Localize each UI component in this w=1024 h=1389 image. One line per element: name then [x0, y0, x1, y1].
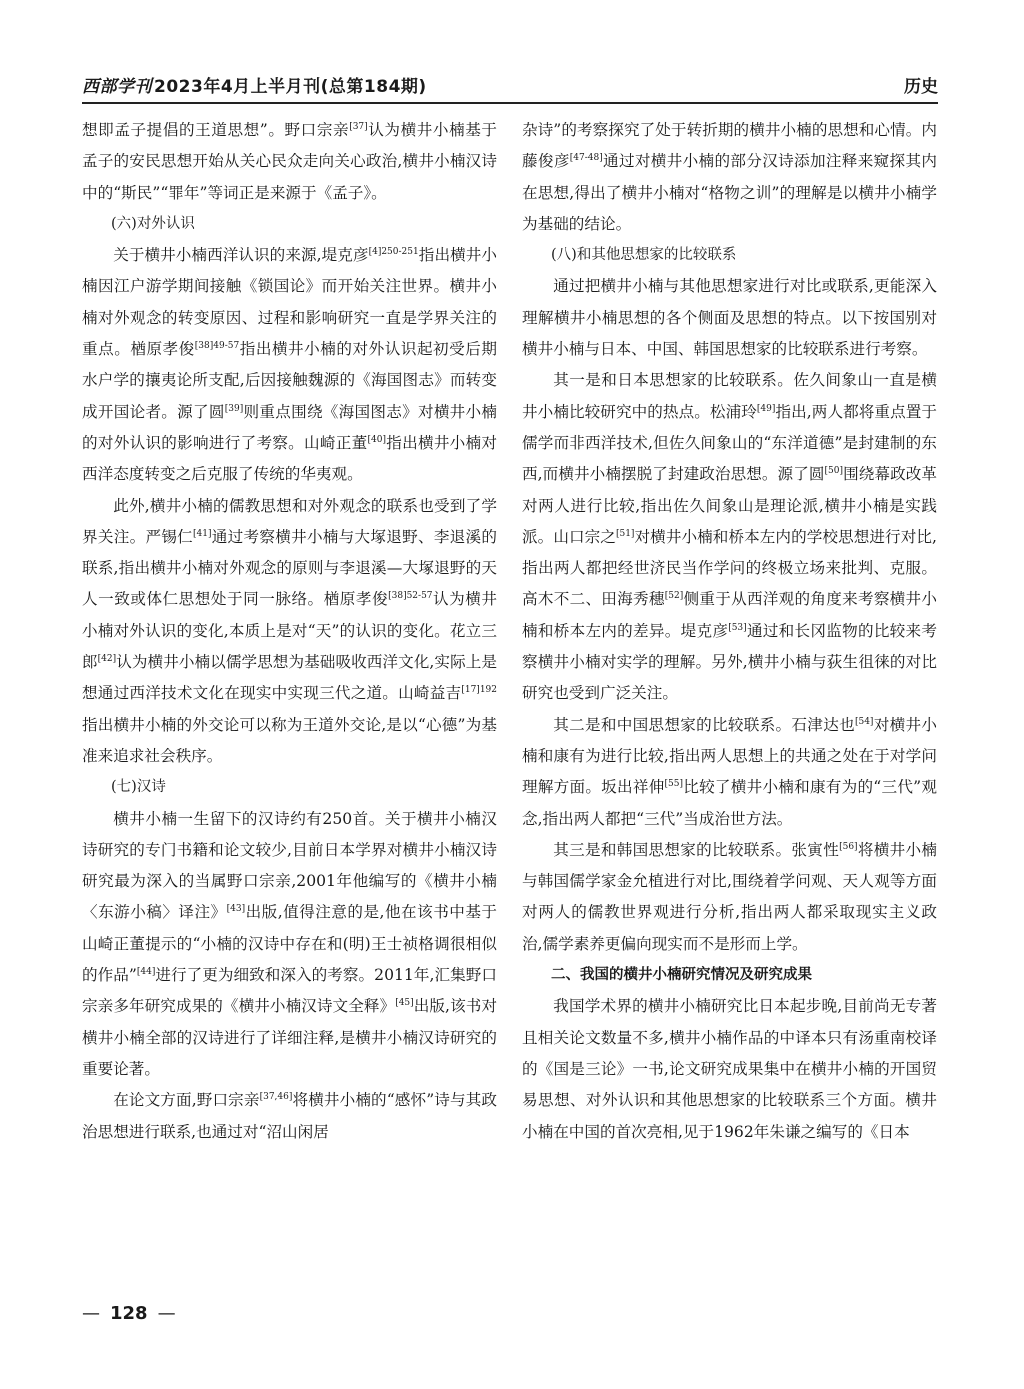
citation-ref: [39] — [224, 403, 244, 414]
text-run: 进行了更为细致和深入的考察。2011年,汇集野口宗亲多年研究成果的《横井小楠汉诗文全释》 — [82, 966, 497, 1016]
page-number: 128 — [110, 1303, 148, 1324]
text-run: (七)汉诗 — [111, 779, 166, 796]
citation-ref: [51] — [615, 528, 635, 539]
text-run: 想即孟子提倡的王道思想”。野口宗亲 — [82, 121, 350, 139]
body-paragraph — [522, 835, 937, 960]
text-run: 指出横井小楠的外交论可以称为王道外交论,是以“心德”为基准来追求社会秩序。 — [82, 715, 497, 765]
citation-ref: [41] — [193, 528, 212, 539]
body-paragraph — [522, 115, 937, 240]
text-run: 出版,该书对横井小楠全部的汉诗进行了详细注释,是横井小楠汉诗研究的重要论著。 — [82, 997, 497, 1078]
body-paragraph — [522, 271, 937, 365]
citation-ref: [43] — [226, 904, 246, 915]
text-run: 关于横井小楠西洋认识的来源,堤克彦 — [113, 246, 369, 265]
text-run: 对横井小楠和康有为进行比较,指出两人思想上的共通之处在于对学问理解方面。坂出祥伸 — [522, 715, 937, 797]
body-paragraph — [82, 1085, 497, 1148]
text-run: 横井小楠一生留下的汉诗约有250首。关于横井小楠汉诗研究的专门书籍和论文较少,目前日本学界对横井小楠汉诗研究最为深入的当属野口宗亲,2001年他编写的《横井小楠〈东游小稿〉译注》 — [82, 809, 497, 922]
body-paragraph — [82, 491, 497, 773]
text-run: 对横井小楠和桥本左内的学校思想进行对比,指出两人都把经世济民当作学问的终极立场来批判、克服。高木不二、田海秀穗 — [522, 527, 937, 609]
citation-ref: [17]192 — [461, 685, 497, 696]
citation-ref: [50] — [824, 466, 844, 477]
text-run: 指出横井小楠因江户游学期间接触《锁国论》而开始关注世界。横井小楠对外观念的转变原因、过程和影响研究一直是学界关注的重点。楢原孝俊 — [82, 246, 497, 359]
citation-ref: [56] — [839, 841, 858, 852]
body-paragraph — [82, 804, 497, 1086]
footer-dash-right: — — [157, 1303, 176, 1324]
header-rule — [82, 102, 938, 104]
body-paragraph — [82, 115, 497, 209]
text-run: 指出横井小楠对西洋态度转变之后克服了传统的华夷观。 — [82, 433, 497, 484]
text-run: 我国学术界的横井小楠研究比日本起步晚,目前尚无专著且相关论文数量不多,横井小楠作品的中译本只有汤重南校译的《国是三论》一书,论文研究成果集中在横井小楠的开国贸易思想、对外认识和其他思想家的比较联系三个方面。横井小楠在中国的首次亮相,见于1962年朱谦之编写的《日本 — [522, 997, 937, 1141]
subsection-heading — [82, 209, 497, 240]
text-run: 认为横井小楠基于孟子的安民思想开始从关心民众走向关心政治,横井小楠汉诗中的“斯民”“罪年”等词正是来源于《孟子》。 — [82, 121, 497, 202]
left-column — [82, 115, 497, 1148]
text-run: 围绕幕政改革对两人进行比较,指出佐久间象山是理论派,横井小楠是实践派。山口宗之 — [522, 465, 937, 546]
citation-ref: [38]52-57 — [388, 591, 433, 602]
text-run: 此外,横井小楠的儒教思想和对外观念的联系也受到了学界关注。严锡仁 — [82, 496, 497, 546]
citation-ref: [52] — [664, 591, 684, 602]
citation-ref: [42] — [97, 654, 117, 665]
text-run: 通过考察横井小楠与大塚退野、李退溪的联系,指出横井小楠对外观念的原则与李退溪—大塚退野的天人一致或体仁思想处于同一脉络。楢原孝俊 — [82, 527, 497, 609]
text-run: 其二是和中国思想家的比较联系。石津达也 — [553, 715, 855, 734]
body-paragraph — [522, 991, 937, 1147]
text-run: (六)对外认识 — [111, 215, 195, 232]
text-run: 出版,值得注意的是,他在该书中基于山崎正董提示的“小楠的汉诗中存在和(明)王士祯格调很相似的作品” — [82, 903, 497, 985]
text-run: (八)和其他思想家的比较联系 — [551, 247, 737, 264]
text-run: 其一是和日本思想家的比较联系。佐久间象山一直是横井小楠比较研究中的热点。松浦玲 — [522, 371, 937, 421]
text-run: 在论文方面,野口宗亲 — [113, 1091, 260, 1110]
subsection-heading — [522, 240, 937, 271]
text-run: 将横井小楠与韩国儒学家金允植进行对比,围绕着学问观、天人观等方面对两人的儒教世界观进行分析,指出两人都采取现实主义政治,儒学素养更偏向现实而不是形而上学。 — [522, 840, 937, 953]
citation-ref: [40] — [367, 434, 386, 445]
citation-ref: [4]250-251 — [368, 247, 419, 258]
citation-ref: [53] — [728, 622, 747, 633]
subsection-heading — [82, 772, 497, 803]
text-run: 将横井小楠的“感怀”诗与其政治思想进行联系,也通过对“沼山闲居 — [82, 1091, 497, 1141]
citation-ref: [54] — [854, 716, 874, 727]
citation-ref: [47-48] — [569, 153, 603, 164]
right-column — [522, 115, 937, 1148]
text-run: 指出,两人都将重点置于儒学而非西洋技术,但佐久间象山的“东洋道德”是封建制的东西,而横井小楠摆脱了封建政治思想。源了圆 — [522, 402, 937, 484]
footer-dash-left: — — [82, 1303, 100, 1324]
text-run: 侧重于从西洋观的角度来考察横井小楠和桥本左内的差异。堤克彦 — [522, 590, 937, 640]
running-header — [82, 72, 938, 98]
text-run: 通过把横井小楠与其他思想家进行对比或联系,更能深入理解横井小楠思想的各个侧面及思想的特点。以下按国别对横井小楠与日本、中国、韩国思想家的比较联系进行考察。 — [522, 277, 937, 359]
section-heading — [522, 960, 937, 991]
body-paragraph — [522, 365, 937, 709]
citation-ref: [55] — [664, 779, 684, 790]
citation-ref: [37,46] — [259, 1092, 293, 1103]
text-run: 二、我国的横井小楠研究情况及研究成果 — [551, 967, 812, 984]
body-paragraph — [522, 710, 937, 835]
citation-ref: [45] — [395, 998, 414, 1009]
text-run: 杂诗”的考察探究了处于转折期的横井小楠的思想和心情。内藤俊彦 — [522, 121, 937, 171]
page-footer — [82, 1303, 176, 1324]
citation-ref: [38]49-57 — [194, 341, 240, 352]
section-label: 历史 — [904, 77, 938, 97]
text-run: 认为横井小楠以儒学思想为基础吸收西洋文化,实际上是想通过西洋技术文化在现实中实现三代之道。山崎益吉 — [82, 653, 497, 703]
text-run: 指出横井小楠的对外认识起初受后期水户学的攘夷论所支配,后因接触魏源的《海国图志》而转变成开国论者。源了圆 — [82, 340, 497, 421]
text-run: 则重点围绕《海国图志》对横井小楠的对外认识的影响进行了考察。山崎正董 — [82, 402, 497, 452]
citation-ref: [49] — [756, 403, 776, 414]
citation-ref: [44] — [136, 967, 156, 978]
issue-info: 2023年4月上半月刊(总第184期) — [154, 77, 427, 97]
body-paragraph — [82, 240, 497, 490]
journal-info — [82, 72, 427, 97]
journal-name: 西部学刊 — [82, 77, 152, 97]
text-run: 认为横井小楠对外认识的变化,本质上是对“天”的认识的变化。花立三郎 — [82, 590, 497, 672]
text-run: 通过和长冈监物的比较来考察横井小楠对实学的理解。另外,横井小楠与荻生徂徕的对比研究也受到广泛关注。 — [522, 621, 937, 703]
citation-ref: [37] — [349, 122, 368, 132]
text-run: 通过对横井小楠的部分汉诗添加注释来窥探其内在思想,得出了横井小楠对“格物之训”的理解是以横井小楠学为基础的结论。 — [522, 152, 937, 233]
text-run: 比较了横井小楠和康有为的“三代”观念,指出两人都把“三代”当成治世方法。 — [522, 778, 937, 828]
text-run: 其三是和韩国思想家的比较联系。张寅性 — [553, 840, 840, 859]
